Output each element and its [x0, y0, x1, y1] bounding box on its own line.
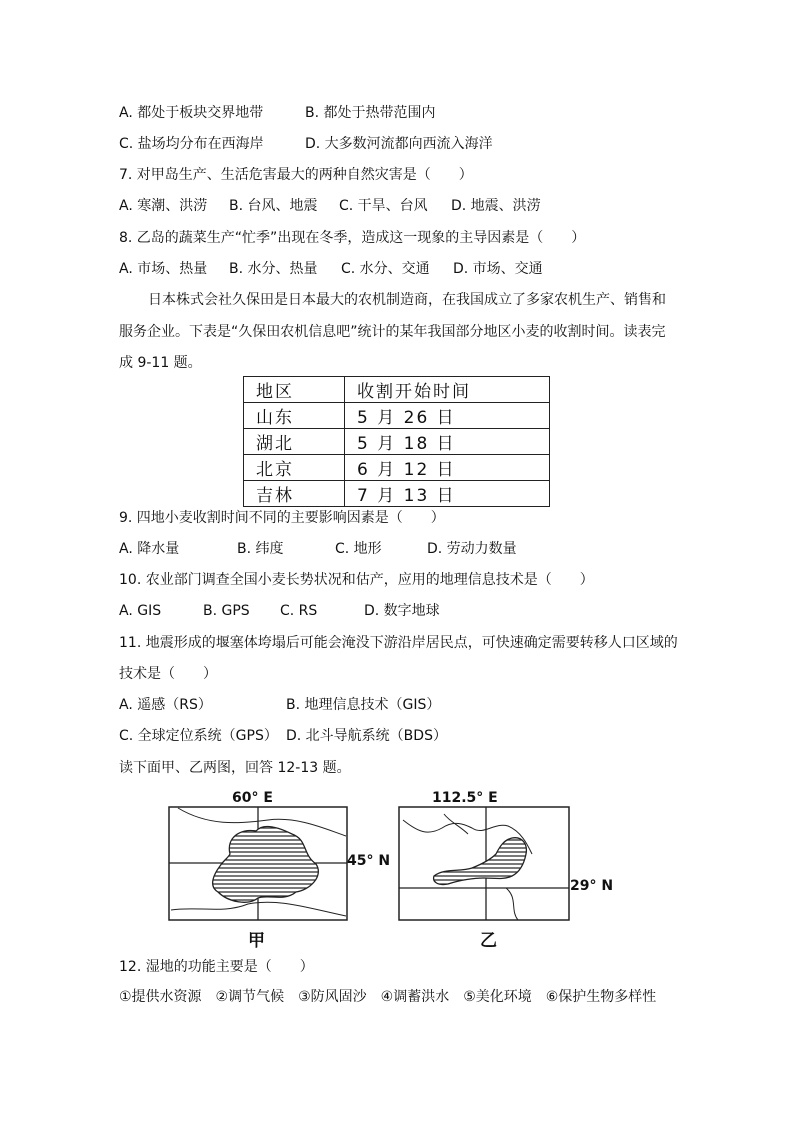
q7-options — [119, 196, 541, 216]
q10-option-a: A. GIS — [119, 603, 162, 619]
table-cell-date: 5 月 18 日 — [345, 429, 550, 455]
q10-option-d: D. 数字地球 — [364, 603, 440, 619]
q7-stem: 7. 对甲岛生产、生活危害最大的两种自然灾害是（ ） — [119, 167, 473, 183]
intro-12-13: 读下面甲、乙两图，回答 12-13 题。 — [119, 760, 351, 776]
harvest-table — [243, 376, 550, 507]
q11-stem-line-1: 11. 地震形成的堰塞体垮塌后可能会淹没下游沿岸居民点，可快速确定需要转移人口区域的 — [119, 635, 678, 651]
q10-options — [119, 601, 440, 621]
q6-options-row1 — [119, 103, 436, 123]
q7-option-d: D. 地震、洪涝 — [451, 198, 541, 214]
table-header-region: 地区 — [244, 377, 345, 403]
q11-option-c: C. 全球定位系统（GPS） — [119, 728, 278, 744]
table-cell-date: 7 月 13 日 — [345, 481, 550, 507]
q8-option-d: D. 市场、交通 — [453, 261, 543, 277]
q11-stem-line-2: 技术是（ ） — [119, 666, 217, 682]
passage-line-3: 成 9-11 题。 — [119, 355, 202, 371]
table-cell-region: 山东 — [244, 403, 345, 429]
q8-option-c: C. 水分、交通 — [341, 261, 430, 277]
table-row — [244, 403, 550, 429]
table-header-row — [244, 377, 550, 403]
map-yi-latitude-label: 29° N — [570, 878, 614, 894]
map-jia-longitude-label: 60° E — [232, 790, 273, 806]
table-row — [244, 455, 550, 481]
passage-line-1: 日本株式会社久保田是日本最大的农机制造商，在我国成立了多家农机生产、销售和 — [148, 292, 666, 308]
q9-option-c: C. 地形 — [335, 541, 382, 557]
map-jia-caption: 甲 — [248, 931, 265, 951]
q8-stem: 8. 乙岛的蔬菜生产“忙季”出现在冬季，造成这一现象的主导因素是（ ） — [119, 230, 586, 246]
map-yi-longitude-label: 112.5° E — [432, 790, 498, 806]
map-jia — [168, 806, 348, 921]
table-header-date: 收割开始时间 — [345, 377, 550, 403]
q9-stem: 9. 四地小麦收割时间不同的主要影响因素是（ ） — [119, 510, 445, 526]
q10-stem: 10. 农业部门调查全国小麦长势状况和估产，应用的地理信息技术是（ ） — [119, 572, 594, 588]
q7-option-a: A. 寒潮、洪涝 — [119, 198, 208, 214]
table-row — [244, 481, 550, 507]
q10-option-b: B. GPS — [203, 603, 250, 619]
q9-option-b: B. 纬度 — [237, 541, 284, 557]
q6-option-a: A. 都处于板块交界地带 — [119, 105, 264, 121]
q9-option-d: D. 劳动力数量 — [427, 541, 517, 557]
q10-option-c: C. RS — [280, 603, 318, 619]
q11-option-d: D. 北斗导航系统（BDS） — [286, 728, 447, 744]
q11-options-row2 — [119, 726, 447, 746]
q7-option-c: C. 干旱、台风 — [339, 198, 428, 214]
q9-option-a: A. 降水量 — [119, 541, 180, 557]
q6-option-d: D. 大多数河流都向西流入海洋 — [305, 136, 493, 152]
q8-option-b: B. 水分、热量 — [229, 261, 318, 277]
q12-items: ①提供水资源 ②调节气候 ③防风固沙 ④调蓄洪水 ⑤美化环境 ⑥保护生物多样性 — [119, 989, 657, 1005]
table-cell-region: 湖北 — [244, 429, 345, 455]
q11-options-row1 — [119, 695, 440, 715]
q6-option-c: C. 盐场均分布在西海岸 — [119, 136, 264, 152]
map-yi-caption: 乙 — [480, 931, 497, 951]
table-cell-date: 5 月 26 日 — [345, 403, 550, 429]
map-yi — [398, 806, 570, 921]
table-cell-date: 6 月 12 日 — [345, 455, 550, 481]
q11-option-b: B. 地理信息技术（GIS） — [286, 697, 441, 713]
q12-stem: 12. 湿地的功能主要是（ ） — [119, 959, 314, 975]
q6-options-row2 — [119, 134, 493, 154]
q6-option-b: B. 都处于热带范围内 — [305, 105, 436, 121]
q8-options — [119, 259, 543, 279]
table-cell-region: 北京 — [244, 455, 345, 481]
q11-option-a: A. 遥感（RS） — [119, 697, 212, 713]
table-cell-region: 吉林 — [244, 481, 345, 507]
passage-line-2: 服务企业。下表是“久保田农机信息吧”统计的某年我国部分地区小麦的收割时间。读表完 — [119, 324, 666, 340]
table-row — [244, 429, 550, 455]
q9-options — [119, 539, 517, 559]
map-jia-latitude-label: 45° N — [347, 853, 391, 869]
q7-option-b: B. 台风、地震 — [229, 198, 318, 214]
q8-option-a: A. 市场、热量 — [119, 261, 208, 277]
